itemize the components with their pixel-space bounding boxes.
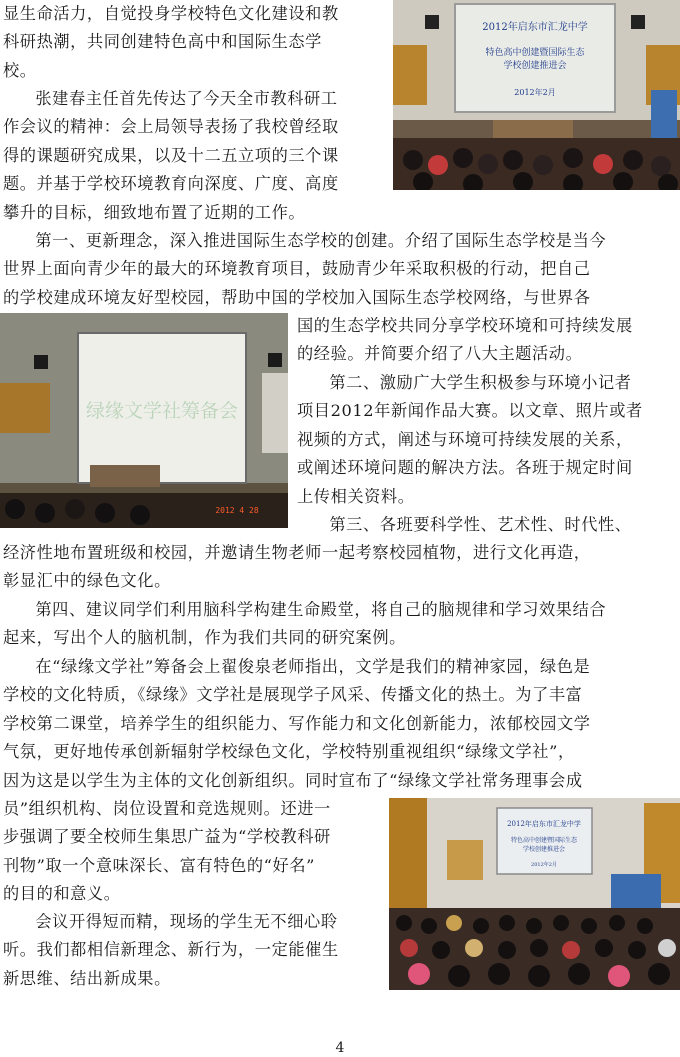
text-line: 气氛，更好地传承创新辐射学校绿色文化，学校特别重视组织“绿缘文学社”， <box>3 742 575 762</box>
paragraph-point-two <box>297 369 680 511</box>
text-line: 听。我们都相信新理念、新行为，一定能催生 <box>3 940 339 960</box>
text-line: 第二、激励广大学生积极参与环境小记者 <box>329 373 632 392</box>
slide-title: 2012年启东市汇龙中学 <box>482 22 588 33</box>
text-line: 起来，写出个人的脑机制，作为我们共同的研究案例。 <box>3 628 406 648</box>
slide-line: 学校创建推进会 <box>503 61 567 71</box>
paragraph-conclusion <box>3 908 383 993</box>
slide-line: 特色高中创建暨国际生态 <box>485 48 585 58</box>
paragraph-intro-continued <box>3 0 388 85</box>
text-line: 步强调了要全校师生集思广益为“学校教科研 <box>3 827 331 847</box>
paragraph-director-report <box>3 85 388 227</box>
paragraph-literary-club-end <box>3 795 383 909</box>
meeting-photo-top <box>393 0 680 190</box>
text-line: 科研热潮，共同创建特色高中和国际生态学 <box>3 32 322 52</box>
text-line: 的目的和意义。 <box>3 884 121 904</box>
text-line: 题。并基于学校环境教育向深度、广度、高度 <box>3 174 339 194</box>
text-line: 第一、更新理念，深入推进国际生态学校的创建。介绍了国际生态学校是当今 <box>35 231 607 250</box>
slide-title: 2012年启东市汇龙中学 <box>507 820 581 828</box>
text-line: 经济性地布置班级和校园，并邀请生物老师一起考察校园植物，进行文化再造， <box>3 543 591 562</box>
text-line: 攀升的目标，细致地布置了近期的工作。 <box>3 202 306 222</box>
meeting-photo-bottom <box>389 798 680 990</box>
text-line: 新思维、结出新成果。 <box>3 968 171 988</box>
text-line: 学校第二课堂，培养学生的组织能力、写作能力和文化创新能力，浓郁校园文学 <box>3 713 591 733</box>
page-number: 4 <box>335 1040 345 1056</box>
paragraph-point-three <box>3 539 680 596</box>
meeting-photo-middle <box>0 313 288 528</box>
photo-timestamp: 2012 4 28 <box>215 506 259 515</box>
text-line: 国的生态学校共同分享学校环境和可持续发展 <box>297 316 633 335</box>
text-line: 彰显汇中的绿色文化。 <box>3 571 171 591</box>
text-line: 会议开得短而精，现场的学生无不细心聆 <box>35 912 338 931</box>
text-line: 刊物”取一个意味深长、富有特色的“好名” <box>3 855 316 875</box>
text-line: 显生命活力，自觉投身学校特色文化建设和教 <box>3 4 339 23</box>
text-line: 世界上面向青少年的最大的环境教育项目，鼓励青少年采取积极的行动，把自己 <box>3 259 591 279</box>
text-line: 第三、各班要科学性、艺术性、时代性、 <box>329 515 632 534</box>
text-line: 校。 <box>3 60 37 80</box>
text-line: 项目2012年新闻作品大赛。以文章、照片或者 <box>297 401 643 421</box>
slide-line: 特色高中创建暨国际生态 <box>510 837 578 844</box>
text-line: 得的课题研究成果，以及十二五立项的三个课 <box>3 145 339 165</box>
text-line: 张建春主任首先传达了今天全市教科研工 <box>35 89 338 108</box>
slide-title: 绿缘文学社筹备会 <box>85 400 239 422</box>
text-line: 或阐述环境问题的解决方法。各班于规定时间 <box>297 458 633 478</box>
slide-date: 2012年2月 <box>514 88 556 97</box>
text-line: 作会议的精神：会上局领导表扬了我校曾经取 <box>3 117 339 137</box>
slide-date: 2012年2月 <box>531 862 557 868</box>
text-line: 视频的方式，阐述与环境可持续发展的关系， <box>297 429 633 449</box>
text-line: 的学校建成环境友好型校园，帮助中国的学校加入国际生态学校网络，与世界各 <box>3 287 591 307</box>
text-line: 因为这是以学生为主体的文化创新组织。同时宣布了“绿缘文学社常务理事会成 <box>3 770 583 790</box>
paragraph-literary-club <box>3 653 680 795</box>
paragraph-point-one-end <box>297 312 680 369</box>
text-line: 的经验。并简要介绍了八大主题活动。 <box>297 344 583 364</box>
slide-line: 学校创建推进会 <box>522 846 566 853</box>
text-line: 员”组织机构、岗位设置和竞选规则。还进一 <box>3 799 331 818</box>
text-line: 上传相关资料。 <box>297 486 415 506</box>
paragraph-point-one <box>3 227 680 312</box>
paragraph-point-four <box>3 596 680 653</box>
text-line: 在“绿缘文学社”筹备会上翟俊泉老师指出，文学是我们的精神家园，绿色是 <box>35 657 591 676</box>
text-line: 学校的文化特质，《绿缘》文学社是展现学子风采、传播文化的热土。为了丰富 <box>3 685 583 705</box>
text-line: 第四、建议同学们利用脑科学构建生命殿堂，将自己的脑规律和学习效果结合 <box>35 600 607 619</box>
paragraph-point-three-start <box>297 511 680 539</box>
